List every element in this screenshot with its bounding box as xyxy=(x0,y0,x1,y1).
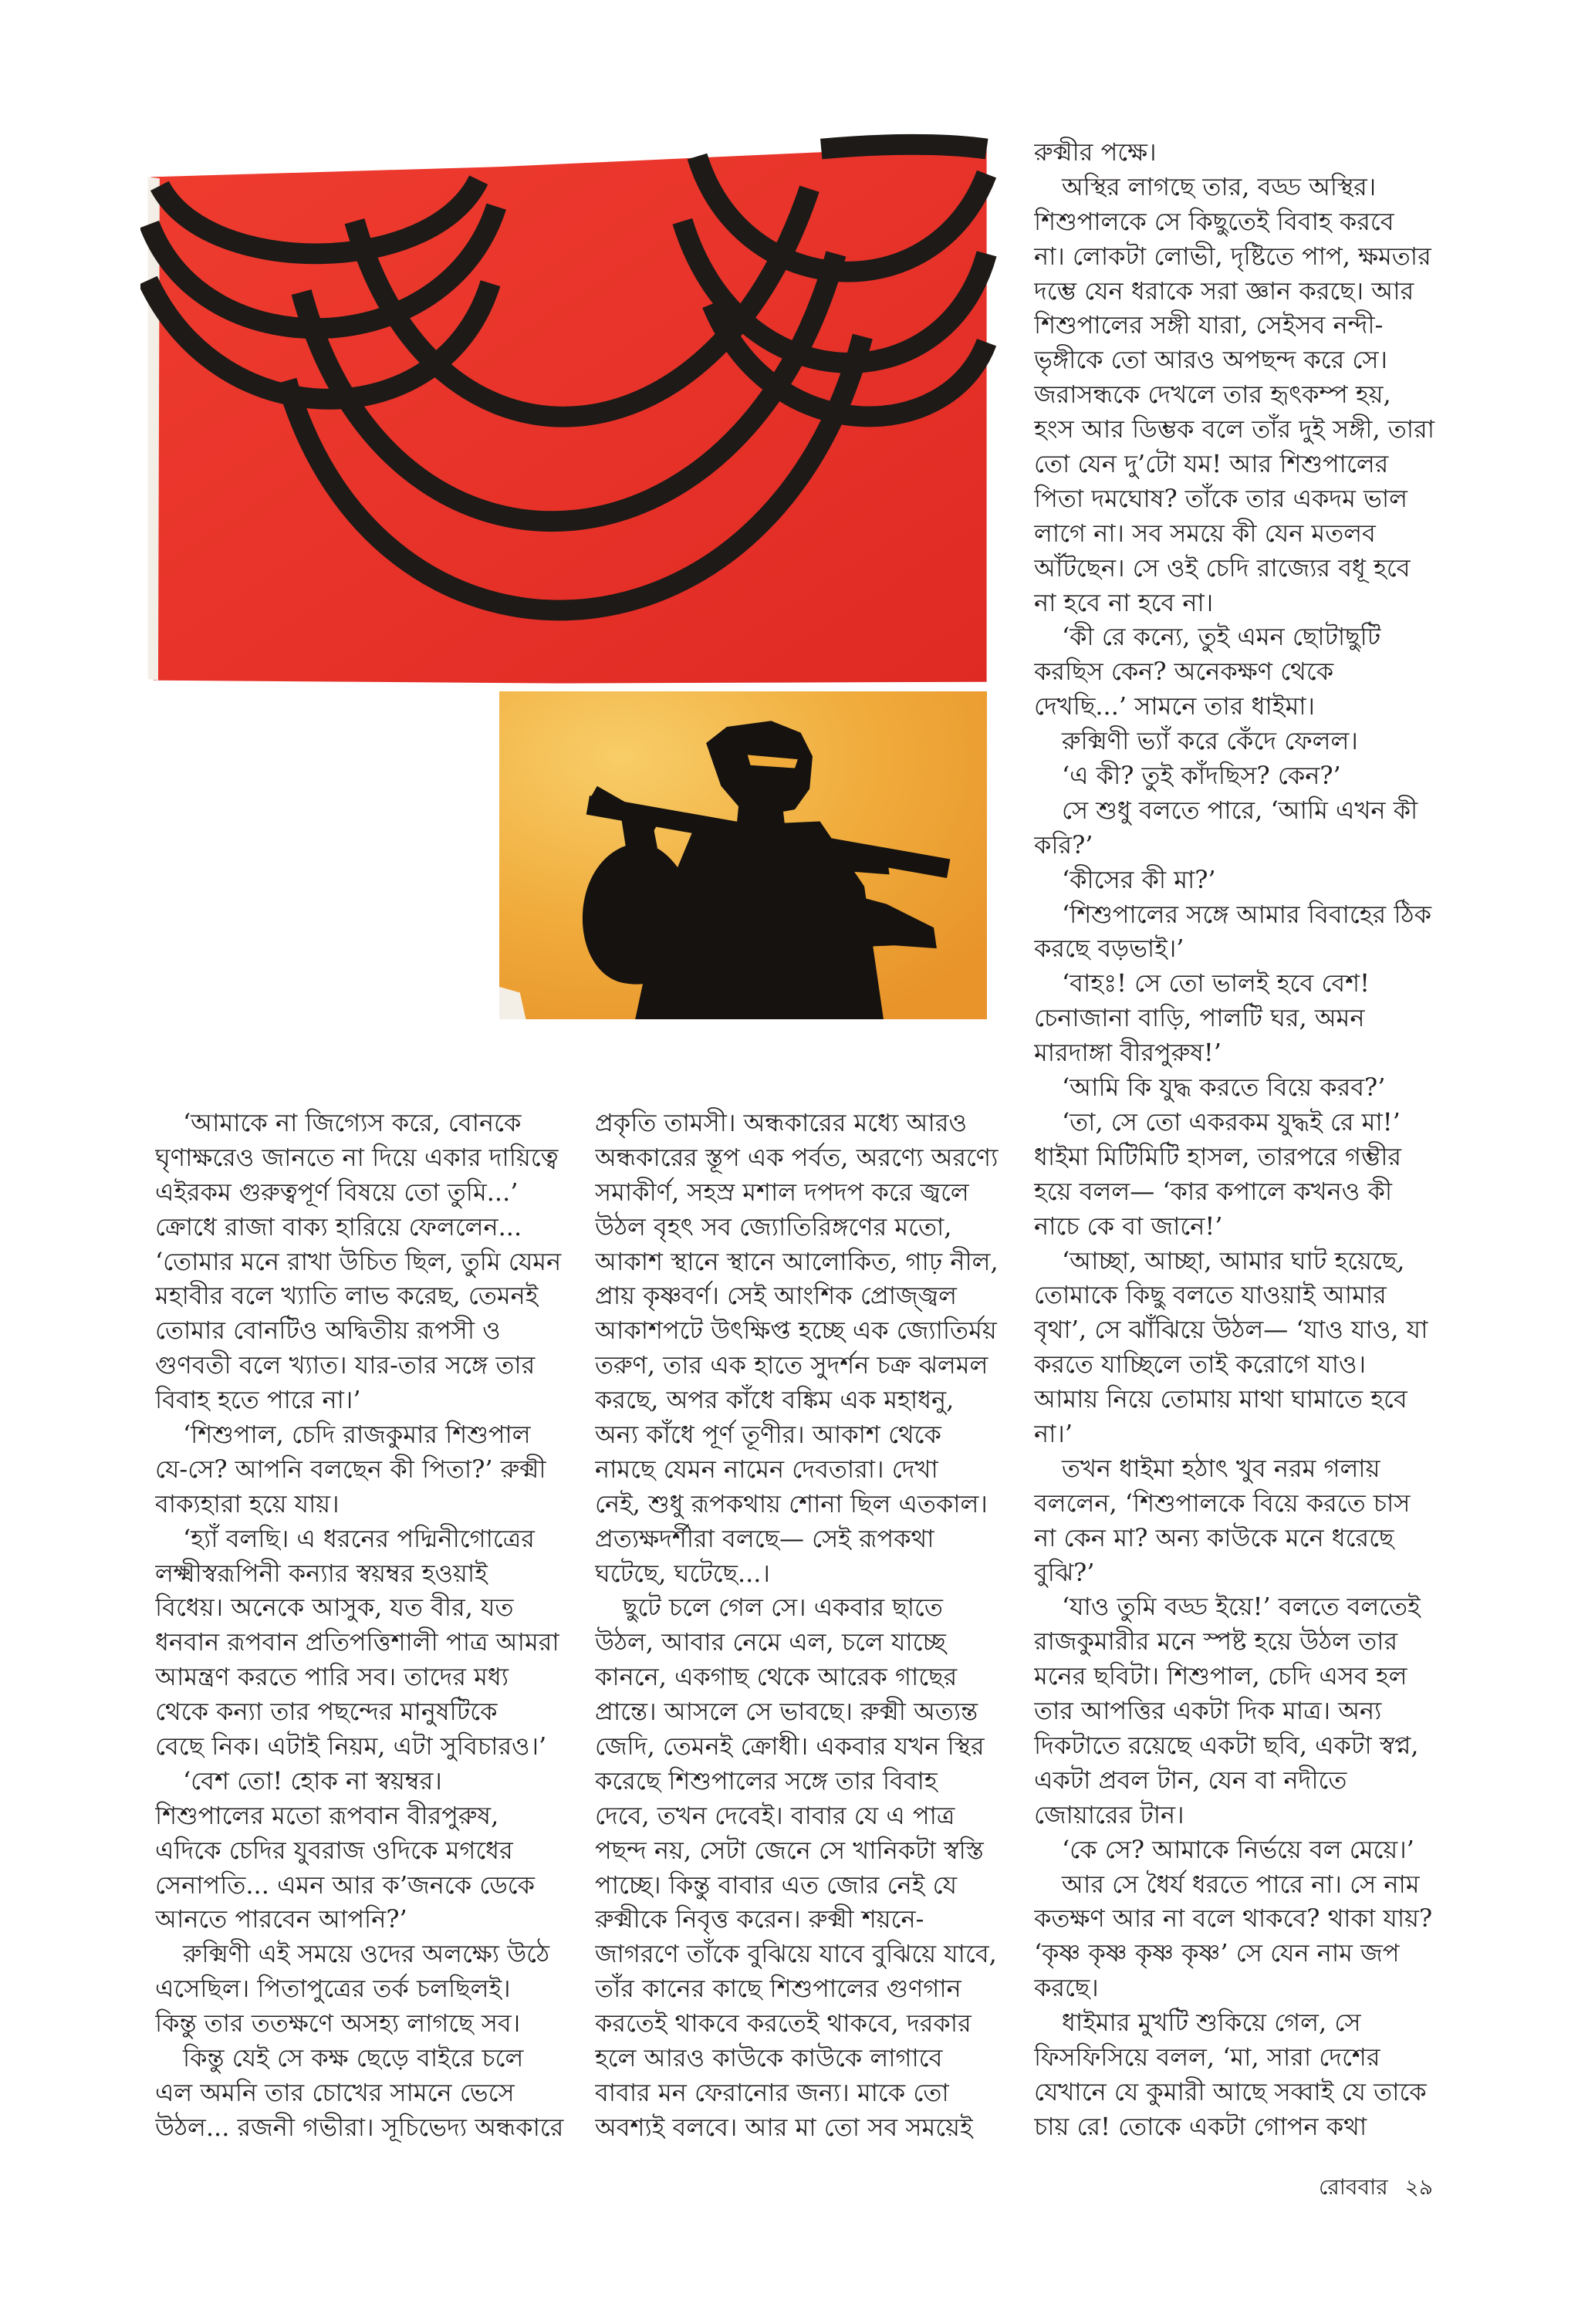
text-line: দিকটাতে রয়েছে একটা ছবি, একটা স্বপ্ন, xyxy=(1034,1730,1419,1760)
text-line: প্রকৃতি তামসী। অন্ধকারের মধ্যে আরও xyxy=(595,1108,968,1137)
text-line: মারদাঙ্গা বীরপুরুষ!’ xyxy=(1034,1038,1222,1068)
paragraph xyxy=(1034,1589,1466,1832)
text-line: যেখানে যে কুমারী আছে সব্বাই যে তাকে xyxy=(1034,2076,1427,2106)
text-line: তো যেন দু’টো যম! আর শিশুপালের xyxy=(1034,449,1389,479)
paragraph xyxy=(1034,1451,1466,1590)
paragraph xyxy=(155,1106,576,1417)
text-line: রাজকুমারীর মনে স্পষ্ট হয়ে উঠল তার xyxy=(1034,1626,1398,1657)
text-line: বললেন, ‘শিশুপালকে বিয়ে করতে চাস xyxy=(1034,1488,1411,1518)
text-line: আকাশ স্থানে স্থানে আলোকিত, গাঢ় নীল, xyxy=(595,1246,999,1276)
text-line: এদিকে চেদির যুবরাজ ওদিকে মগধের xyxy=(155,1835,513,1865)
text-line: সেনাপতি... এমন আর ক’জনকে ডেকে xyxy=(155,1870,536,1900)
text-line: ধাইমা মিটিমিটি হাসল, তারপরে গম্ভীর xyxy=(1034,1141,1401,1171)
paragraph xyxy=(1034,170,1466,620)
text-line: ‘হ্যাঁ বলছি। এ ধরনের পদ্মিনীগোত্রের xyxy=(183,1523,535,1553)
text-line: অন্য কাঁধে পূর্ণ তূণীর। আকাশ থেকে xyxy=(595,1420,941,1450)
paragraph xyxy=(595,1590,1015,2144)
text-line: ক্রোধে রাজা বাক্য হারিয়ে ফেললেন... xyxy=(155,1211,522,1241)
text-line: করতেই থাকবে করতেই থাকবে, দরকার xyxy=(595,2008,972,2039)
text-line: ‘কৃষ্ণ কৃষ্ণ কৃষ্ণ কৃষ্ণ’ সে যেন নাম জপ xyxy=(1034,1938,1400,1968)
text-line: নামছে যেমন নামেন দেবতারা। দেখা xyxy=(595,1454,938,1484)
text-line: ‘যাও তুমি বড্ড ইয়ে!’ বলতে বলতেই xyxy=(1062,1592,1421,1622)
text-line: কিন্তু তার ততক্ষণে অসহ্য লাগছে সব। xyxy=(155,2008,521,2039)
text-line: করছে, অপর কাঁধে বঙ্কিম এক মহাধনু, xyxy=(595,1385,955,1415)
text-line: যে-সে? আপনি বলছেন কী পিতা?’ রুক্মী xyxy=(155,1454,546,1484)
text-line: কিন্তু যেই সে কক্ষ ছেড়ে বাইরে চলে xyxy=(183,2043,524,2073)
text-line: না হবে না হবে না। xyxy=(1034,587,1214,617)
text-line: ঘটেছে, ঘটেছে...। xyxy=(595,1558,770,1588)
text-line: তাঁর কানের কাছে শিশুপালের গুণগান xyxy=(595,1974,961,2004)
text-line: ধনবান রূপবান প্রতিপত্তিশালী পাত্র আমরা xyxy=(155,1627,559,1657)
text-line: দম্ভে যেন ধরাকে সরা জ্ঞান করছে। আর xyxy=(1034,275,1414,306)
text-line: পছন্দ নয়, সেটা জেনে সে খানিকটা স্বস্তি xyxy=(595,1835,984,1865)
text-line: উঠল, আবার নেমে এল, চলে যাচ্ছে xyxy=(595,1627,946,1657)
red-papercut-illustration xyxy=(140,133,997,694)
text-line: ভৃঙ্গীকে তো আরও অপছন্দ করে সে। xyxy=(1034,345,1387,375)
text-line: ‘শিশুপালের সঙ্গে আমার বিবাহের ঠিক xyxy=(1062,899,1431,929)
text-line: উঠল... রজনী গভীরা। সূচিভেদ্য অন্ধকারে xyxy=(155,2112,564,2142)
text-line: চেনাজানা বাড়ি, পালটি ঘর, অমন xyxy=(1034,1003,1365,1033)
text-line: হয়ে বলল— ‘কার কপালে কখনও কী xyxy=(1034,1176,1393,1206)
paragraph xyxy=(1034,758,1466,793)
text-line: আঁটছেন। সে ওই চেদি রাজ্যের বধূ হবে xyxy=(1034,552,1411,583)
text-line: ফিসফিসিয়ে বলল, ‘মা, সারা দেশের xyxy=(1034,2042,1380,2072)
text-line: পাচ্ছে। কিন্তু বাবার এত জোর নেই যে xyxy=(595,1870,957,1900)
text-line: কতক্ষণ আর না বলে থাকবে? থাকা যায়? xyxy=(1034,1903,1433,1934)
text-line: জরাসন্ধকে দেখলে তার হৃৎকম্প হয়, xyxy=(1034,380,1391,410)
text-line: আনতে পারবেন আপনি?’ xyxy=(155,1904,407,1934)
text-line: ‘কে সে? আমাকে নির্ভয়ে বল মেয়ে।’ xyxy=(1062,1834,1414,1864)
text-line: এল অমনি তার চোখের সামনে ভেসে xyxy=(155,2077,515,2107)
paragraph xyxy=(1034,724,1466,758)
text-line: লক্ষ্মীস্বরূপিনী কন্যার স্বয়ম্বর হওয়াই xyxy=(155,1558,488,1588)
text-line: মনের ছবিটা। শিশুপাল, চেদি এসব হল xyxy=(1034,1661,1407,1691)
page-number: ২৯ xyxy=(1404,2174,1433,2200)
text-line: জাগরণে তাঁকে বুঝিয়ে যাবে বুঝিয়ে যাবে, xyxy=(595,1939,997,1969)
text-line: আমায় নিয়ে তোমায় মাথা ঘামাতে হবে xyxy=(1034,1384,1407,1414)
paragraph-continued xyxy=(595,1106,1015,1590)
text-line: তার আপত্তির একটা দিক মাত্র। অন্য xyxy=(1034,1696,1382,1726)
text-line: ‘তা, সে তো একরকম যুদ্ধই রে মা!’ xyxy=(1062,1106,1401,1137)
text-line: শিশুপালকে সে কিছুতেই বিবাহ করবে xyxy=(1034,206,1394,236)
text-line: চায় রে! তোকে একটা গোপন কথা xyxy=(1034,2111,1367,2141)
festoon-band-top-right xyxy=(821,144,986,149)
text-line: তরুণ, তার এক হাতে সুদর্শন চক্র ঝলমল xyxy=(595,1350,988,1380)
text-line: রুক্মীকে নিবৃত্ত করেন। রুক্মী শয়নে- xyxy=(595,1904,924,1934)
text-line: ‘কীসের কী মা?’ xyxy=(1062,864,1216,894)
text-line: জেদি, তেমনই ক্রোধী। একবার যখন স্থির xyxy=(595,1731,985,1762)
text-line: রুক্মিণী এই সময়ে ওদের অলক্ষ্যে উঠে xyxy=(183,1939,550,1969)
text-line: হলে আরও কাউকে কাউকে লাগাবে xyxy=(595,2043,943,2073)
text-line: কাননে, একগাছ থেকে আরেক গাছের xyxy=(595,1662,958,1692)
text-line: ‘আমি কি যুদ্ধ করতে বিয়ে করব?’ xyxy=(1062,1072,1386,1103)
text-line: করছে বড়ভাই।’ xyxy=(1034,934,1184,964)
text-line: না কেন মা? অন্য কাউকে মনে ধরেছে xyxy=(1034,1522,1394,1552)
text-line: জোয়ারের টান। xyxy=(1034,1799,1184,1829)
text-line: লাগে না। সব সময়ে কী যেন মতলব xyxy=(1034,518,1376,548)
text-line: গুণবতী বলে খ্যাত। যার-তার সঙ্গে তার xyxy=(155,1350,536,1380)
text-line: ধাইমার মুখটি শুকিয়ে গেল, সে xyxy=(1062,2008,1361,2038)
text-line: করছিস কেন? অনেকক্ষণ থেকে xyxy=(1034,657,1334,687)
text-line: না।’ xyxy=(1034,1418,1073,1448)
paragraph xyxy=(1034,863,1466,897)
text-line: প্রত্যক্ষদর্শীরা বলছে— সেই রূপকথা xyxy=(595,1523,934,1553)
text-line: ঘৃণাক্ষরেও জানতে না দিয়ে একার দায়িত্বে xyxy=(155,1142,559,1172)
text-line: রুক্মিণী ভ্যাঁ করে কেঁদে ফেলল। xyxy=(1062,726,1358,756)
text-line: মহাবীর বলে খ্যাতি লাভ করেছ, তেমনই xyxy=(155,1281,539,1311)
text-line: প্রান্তে। আসলে সে ভাবছে। রুক্মী অত্যন্ত xyxy=(595,1697,978,1727)
text-line: করেছে শিশুপালের সঙ্গে তার বিবাহ xyxy=(595,1765,938,1795)
paragraph xyxy=(1034,897,1466,967)
text-line: আমন্ত্রণ করতে পারি সব। তাদের মধ্য xyxy=(155,1662,509,1692)
text-line: শিশুপালের মতো রূপবান বীরপুরুষ, xyxy=(155,1800,499,1830)
paragraph xyxy=(155,2041,576,2145)
text-line: আর সে ধৈর্য ধরতে পারে না। সে নাম xyxy=(1062,1869,1420,1899)
text-line: ‘শিশুপাল, চেদি রাজকুমার শিশুপাল xyxy=(183,1420,531,1450)
text-line: রুক্মীর পক্ষে। xyxy=(1034,137,1157,167)
text-line: বুঝি?’ xyxy=(1034,1557,1095,1587)
text-line: দেখছি...’ সামনে তার ধাইমা। xyxy=(1034,691,1315,721)
text-line: বাবার মন ফেরানোর জন্য। মাকে তো xyxy=(595,2077,949,2107)
text-line: আকাশপটে উৎক্ষিপ্ত হচ্ছে এক জ্যোতির্ময় xyxy=(595,1316,997,1346)
text-line: তোমাকে কিছু বলতে যাওয়াই আমার xyxy=(1034,1280,1387,1310)
text-line: পিতা দমঘোষ? তাঁকে তার একদম ভাল xyxy=(1034,483,1408,513)
text-column-left xyxy=(155,1106,576,2155)
paragraph xyxy=(155,1417,576,1522)
text-line: অবশ্যই বলবে। আর মা তো সব সময়েই xyxy=(595,2112,973,2142)
text-line: বৃথা’, সে ঝাঁঝিয়ে উঠল— ‘যাও যাও, যা xyxy=(1034,1315,1428,1345)
text-line: শিশুপালের সঙ্গী যারা, সেইসব নন্দী- xyxy=(1034,310,1384,340)
text-line: সমাকীর্ণ, সহস্র মশাল দপদপ করে জ্বলে xyxy=(595,1177,969,1207)
paragraph xyxy=(1034,1867,1466,2006)
paragraph xyxy=(155,1764,576,1937)
text-column-middle xyxy=(595,1106,1015,2155)
paragraph xyxy=(1034,966,1466,1070)
text-line: হংস আর ডিম্ভক বলে তাঁর দুই সঙ্গী, তারা xyxy=(1034,414,1434,444)
text-column-right xyxy=(1034,135,1466,2157)
paragraph xyxy=(1034,1070,1466,1105)
porter-silhouette-illustration xyxy=(499,691,987,1019)
text-line: ‘বাহঃ! সে তো ভালই হবে বেশ! xyxy=(1062,968,1370,998)
paragraph xyxy=(1034,793,1466,863)
text-line: ছুটে চলে গেল সে। একবার ছাতে xyxy=(623,1593,943,1623)
paragraph xyxy=(155,1937,576,2041)
text-line: বিবাহ হতে পারে না।’ xyxy=(155,1385,361,1415)
text-line: নেই, শুধু রূপকথায় শোনা ছিল এতকাল। xyxy=(595,1488,988,1518)
text-line: করি?’ xyxy=(1034,829,1093,860)
paragraph xyxy=(155,1522,576,1764)
text-line: অস্থির লাগছে তার, বড্ড অস্থির। xyxy=(1062,171,1377,201)
text-line: এসেছিল। পিতাপুত্রের তর্ক চলছিলই। xyxy=(155,1974,511,2004)
text-line: প্রায় কৃষ্ণবর্ণ। সেই আংশিক প্রোজ্জ্বল xyxy=(595,1281,958,1311)
text-line: তোমার বোনটিও অদ্বিতীয় রূপসী ও xyxy=(155,1316,501,1346)
text-line: দেবে, তখন দেবেই। বাবার যে এ পাত্র xyxy=(595,1800,955,1830)
text-line: ‘এ কী? তুই কাঁদছিস? কেন?’ xyxy=(1062,761,1341,791)
paragraph xyxy=(1034,1244,1466,1451)
text-line: উঠল বৃহৎ সব জ্যোতিরিঙ্গণের মতো, xyxy=(595,1211,952,1241)
paragraph xyxy=(1034,1105,1466,1244)
text-line: ‘কী রে কন্যে, তুই এমন ছোটাছুটি xyxy=(1062,622,1381,652)
paragraph xyxy=(1034,1833,1466,1867)
paragraph xyxy=(1034,620,1466,724)
text-line: বাক্যহারা হয়ে যায়। xyxy=(155,1488,340,1518)
paragraph-continued xyxy=(1034,135,1466,170)
magazine-name: রোববার xyxy=(1319,2174,1388,2200)
text-line: সে শুধু বলতে পারে, ‘আমি এখন কী xyxy=(1062,795,1418,825)
text-line: ‘আচ্ছা, আচ্ছা, আমার ঘাট হয়েছে, xyxy=(1062,1245,1405,1275)
text-line: করছে। xyxy=(1034,1973,1099,2003)
text-line: করতে যাচ্ছিলে তাই করোগে যাও। xyxy=(1034,1349,1367,1380)
page-footer xyxy=(1319,2172,1433,2203)
text-line: ‘তোমার মনে রাখা উচিত ছিল, তুমি যেমন xyxy=(155,1246,562,1276)
text-line: একটা প্রবল টান, যেন বা নদীতে xyxy=(1034,1765,1347,1795)
paragraph xyxy=(1034,2005,1466,2144)
text-line: বেছে নিক। এটাই নিয়ম, এটা সুবিচারও।’ xyxy=(155,1731,547,1762)
text-line: অন্ধকারের স্তূপ এক পর্বত, অরণ্যে অরণ্যে xyxy=(595,1142,999,1172)
text-line: ‘বেশ তো! হোক না স্বয়ম্বর। xyxy=(183,1765,442,1795)
text-line: না। লোকটা লোভী, দৃষ্টিতে পাপ, ক্ষমতার xyxy=(1034,241,1431,271)
text-line: ‘আমাকে না জিগ্যেস করে, বোনকে xyxy=(183,1108,522,1137)
text-line: থেকে কন্যা তার পছন্দের মানুষটিকে xyxy=(155,1697,498,1727)
text-line: বিধেয়। অনেকে আসুক, যত বীর, যত xyxy=(155,1593,514,1623)
text-line: তখন ধাইমা হঠাৎ খুব নরম গলায় xyxy=(1062,1453,1380,1483)
text-line: এইরকম গুরুত্বপূর্ণ বিষয়ে তো তুমি...’ xyxy=(155,1177,519,1207)
text-line: নাচে কে বা জানে!’ xyxy=(1034,1211,1223,1241)
